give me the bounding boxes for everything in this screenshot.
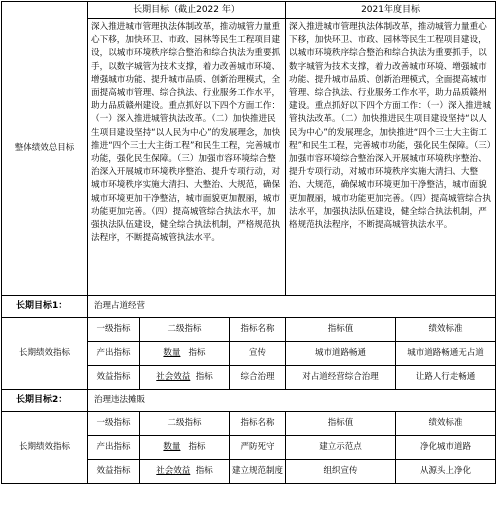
goal1-header-level1: 一级指标 [88, 318, 140, 342]
goal2-perf-label: 长期绩效指标 [2, 412, 88, 484]
goal2-header-level1: 一级指标 [88, 412, 140, 436]
goal2-r2-level2-suffix: 指标 [195, 466, 213, 476]
goal1-title: 长期目标1： [2, 296, 88, 318]
goal2-title-row [2, 390, 496, 412]
goal1-title-row [2, 296, 496, 318]
goal1-r1-standard: 城市道路畅通无占道 [396, 342, 496, 366]
goal2-r1-value: 建立示范点 [286, 436, 396, 460]
goal2-title: 长期目标2： [2, 390, 88, 412]
goal2-r2-level2 [140, 460, 230, 484]
goal1-r2-level1: 效益指标 [88, 366, 140, 390]
goal1-r2-value: 对占道经营综合治理 [286, 366, 396, 390]
goal2-r1-name: 严防死守 [230, 436, 286, 460]
goal2-header-value: 指标值 [286, 412, 396, 436]
goal2-r2-standard: 从源头上净化 [396, 460, 496, 484]
goal1-r1-level1: 产出指标 [88, 342, 140, 366]
goal2-r2-level1: 效益指标 [88, 460, 140, 484]
goal2-header-standard: 绩效标准 [396, 412, 496, 436]
goal2-text: 治理违法摊販 [88, 390, 496, 412]
goal2-r1-level2-underlined: 数量 [163, 442, 181, 452]
goal1-header-standard: 绩效标准 [396, 318, 496, 342]
goal2-header-level2: 二级指标 [140, 412, 230, 436]
goal1-r2-level2 [140, 366, 230, 390]
goal1-text: 治理占道经营 [88, 296, 496, 318]
goal1-r1-level2 [140, 342, 230, 366]
goal1-r1-value: 城市道路畅通 [286, 342, 396, 366]
goal2-header-name: 指标名称 [230, 412, 286, 436]
long-term-goal-text: 深入推进城市管理执法体制改革，推动城管力量重心下移，加快环卫、市政、园林等民生工程项目建设，以城市环境秩序综合整治和综合执法为重要抓手，以数字城管为技术支撑，着力改善城市环境、增强城市功能、提升城市品质、创新治理模式，全面提高城市管理、综合执法、行业服务工作水平，助力品质赣州建设。重点抓好以下四个方面工作：（一）深入推进城管执法改革。（二）加快推进民生项目建设坚持“以人民为中心”的发展理念，加快推进“四个三士大主街工程”和民生工程，完善城市功能，强化民生保障。（三）加强市容环境综合整治深入开展城市环境秩序整治、提升专项行动，对城市环境秩序实施大清扫、大整治、大规范，确保城市环境更加干净整洁，城市面貌更加靓丽，城市功能更加完善。（四）提高城管综合执法水平，加强执法队伍建设，健全综合执法机制，严格规范执法程序，不断提高城管执法水平。 [88, 19, 286, 296]
goal1-perf-label: 长期绩效指标 [2, 318, 88, 390]
goal1-r1-level2-suffix: 指标 [188, 348, 206, 358]
goal1-r1-name: 宣传 [230, 342, 286, 366]
goal2-r2-value: 组织宣传 [286, 460, 396, 484]
goal2-r1-level2-suffix: 指标 [188, 442, 206, 452]
goal1-header-value: 指标值 [286, 318, 396, 342]
goal2-r1-standard: 净化城市道路 [396, 436, 496, 460]
goal2-header-row [2, 412, 496, 436]
goal1-header-level2: 二级指标 [140, 318, 230, 342]
long-term-header: 长期目标（截止2022 年） [88, 2, 286, 19]
annual-header: 2021年度目标 [286, 2, 496, 19]
overall-header-row [2, 2, 496, 19]
annual-goal-text: 深入推进城市管理执法体制改革，推动城管力量重心下移，加快环卫、市政、园林等民生工程项目建设，以城市环境秩序综合整治和综合执法为重要抓手，以数字城管为技术支撑，着力改善城市环境、增强城市功能、提升城市品质、创新治理模式，全面提高城市管理、综合执法、行业服务工作水平，助力品质赣州建设。重点抓好以下四个方面工作：（一）深入推进城管执法改革。（二）加快推进民生项目建设坚持“以人民为中心”的发展理念，加快推进“四个三士大主街工程”和民生工程，完善城市功能，强化民生保障。（三）加强市容环境综合整治深入开展城市环境秩序整治、提升专项行动，对城市环境秩序实施大清扫、大整治、大规范，确保城市环境更加干净整洁，城市面貌更加靓丽，城市功能更加完善。（四）提高城管综合执法水平，加强执法队伍建设，健全综合执法机制，严格规范执法程序，不断提高城管执法水平。 [286, 19, 496, 296]
goal2-r1-level2 [140, 436, 230, 460]
goal1-r1-level2-underlined: 数量 [163, 348, 181, 358]
goal1-r2-standard: 让路人行走畅通 [396, 366, 496, 390]
goal1-r2-level2-underlined: 社会效益 [156, 372, 191, 382]
goal1-r2-level2-suffix: 指标 [195, 372, 213, 382]
performance-goals-table [1, 1, 496, 484]
overall-row-label: 整体绩效总目标 [2, 2, 88, 296]
goal2-r2-level2-underlined: 社会效益 [156, 466, 191, 476]
goal2-r1-level1: 产出指标 [88, 436, 140, 460]
goal2-r2-name: 建立规范制度 [230, 460, 286, 484]
goal1-header-name: 指标名称 [230, 318, 286, 342]
goal1-r2-name: 综合治理 [230, 366, 286, 390]
goal1-header-row [2, 318, 496, 342]
document-page [1, 1, 495, 507]
